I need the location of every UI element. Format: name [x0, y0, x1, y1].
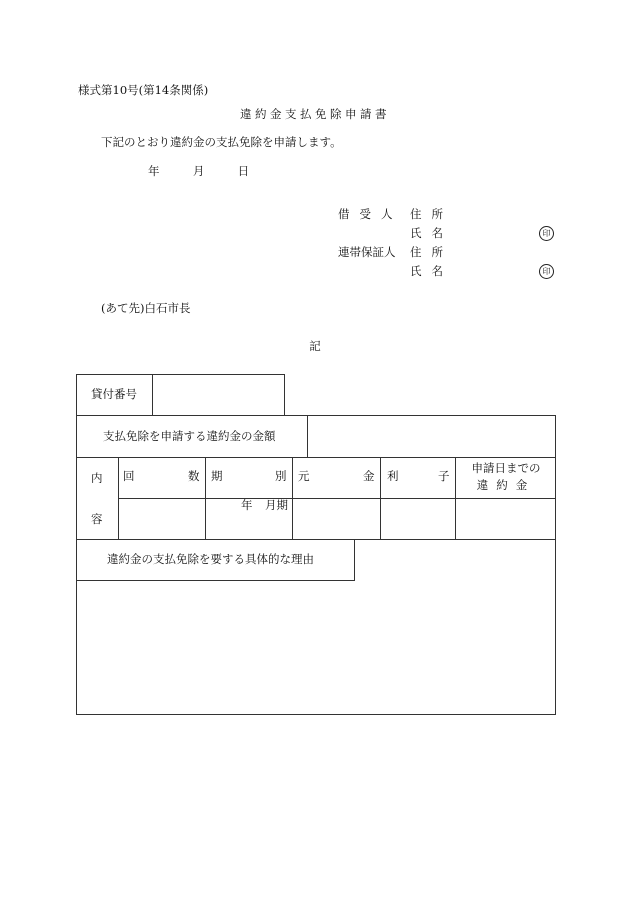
- col-count-header-1: 回: [123, 469, 135, 483]
- col-penalty-header-line2: 違約金: [476, 478, 536, 492]
- date-year: 年: [148, 164, 160, 178]
- borrower-name-label: 氏名: [410, 226, 453, 240]
- col-period-header-2: 別: [275, 469, 287, 483]
- borrower-seal: 印: [539, 226, 554, 241]
- loan-number-label: 貸付番号: [91, 387, 137, 401]
- borrower-label: 借受人: [338, 207, 403, 221]
- ki-heading: 記: [309, 339, 321, 353]
- content-label-bottom: 容: [91, 512, 103, 526]
- col-interest-header-1: 利: [387, 469, 399, 483]
- document-title: 違約金支払免除申請書: [240, 107, 390, 121]
- date-month: 月: [192, 164, 205, 178]
- form-number-label: 様式第10号(第14条関係): [78, 83, 209, 97]
- divider: [307, 415, 308, 457]
- borrower-address-label: 住所: [410, 207, 453, 221]
- guarantor-label: 連帯保証人: [338, 245, 396, 259]
- col-penalty-header-line1: 申請日までの: [471, 461, 541, 475]
- reason-label: 違約金の支払免除を要する具体的な理由: [107, 552, 314, 566]
- divider: [76, 457, 556, 458]
- col-principal-header-1: 元: [298, 469, 310, 483]
- intro-text: 下記のとおり違約金の支払免除を申請します。: [101, 135, 342, 149]
- content-label-top: 内: [91, 471, 103, 485]
- date-row: [148, 166, 249, 178]
- guarantor-address-label: 住所: [410, 245, 453, 259]
- exemption-amount-label: 支払免除を申請する違約金の金額: [103, 429, 276, 443]
- col-interest-header-2: 子: [438, 469, 450, 483]
- col-period-header-1: 期: [211, 469, 223, 483]
- divider: [152, 374, 153, 416]
- col-principal-header-2: 金: [363, 469, 375, 483]
- guarantor-name-label: 氏名: [410, 264, 453, 278]
- date-day: 日: [237, 164, 250, 178]
- divider: [118, 498, 556, 499]
- addressee: (あて先)白石市長: [101, 301, 191, 315]
- period-month: 月期: [265, 498, 288, 512]
- col-count-header-2: 数: [188, 469, 200, 483]
- guarantor-seal: 印: [539, 264, 554, 279]
- period-year: 年: [241, 498, 253, 512]
